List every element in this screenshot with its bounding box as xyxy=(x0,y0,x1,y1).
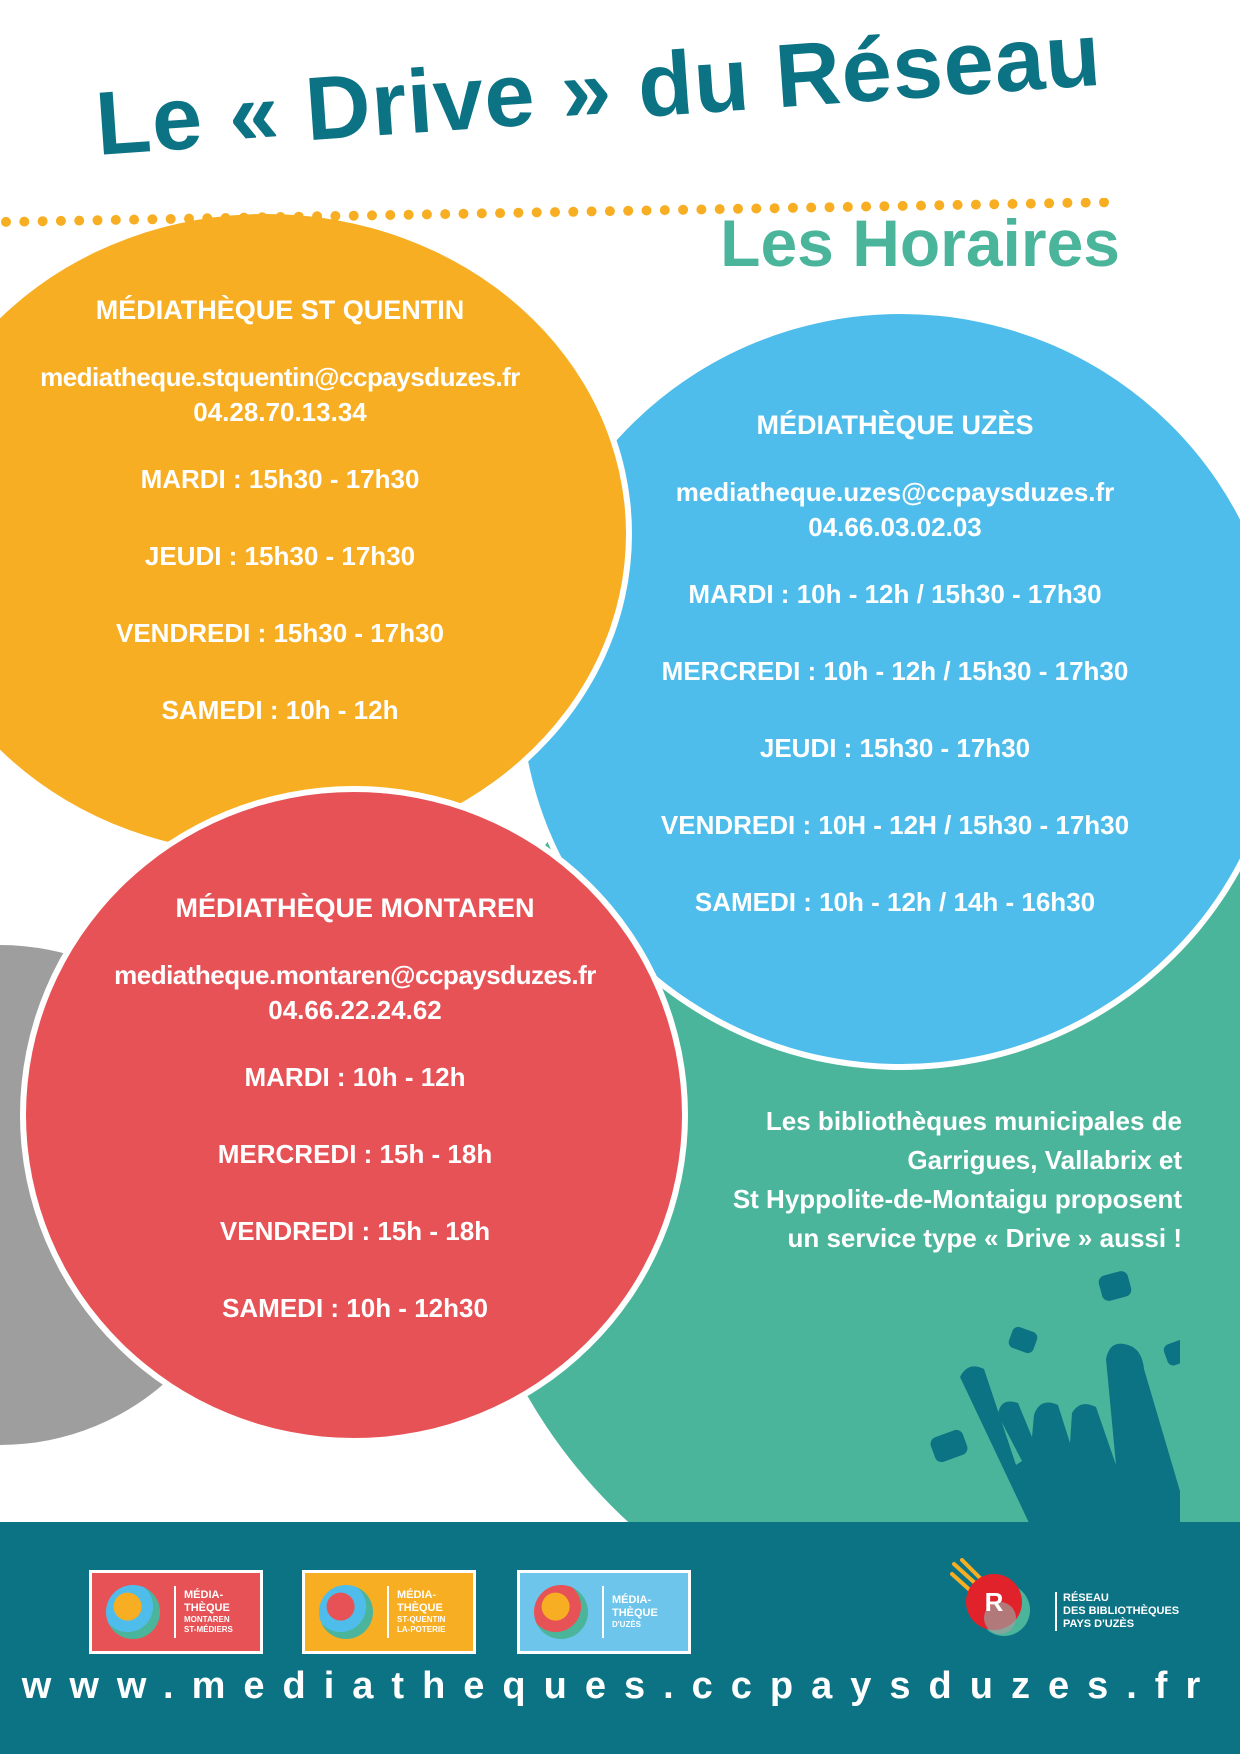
montaren-hours-1: MERCREDI : 15h - 18h xyxy=(217,1139,493,1169)
st-quentin-hours-2: VENDREDI : 15h30 - 17h30 xyxy=(115,618,444,648)
note-line: St Hyppolite-de-Montaigu proposent xyxy=(732,1184,1182,1214)
divider-dot xyxy=(257,212,267,222)
divider-dot xyxy=(404,210,414,220)
badge-montaren[interactable] xyxy=(89,1570,263,1654)
st-quentin-hours-0: MARDI : 15h30 - 17h30 xyxy=(140,464,420,494)
divider-dot xyxy=(495,208,505,218)
divider-dot xyxy=(605,206,615,216)
uzes-hours-0: MARDI : 10h - 12h / 15h30 - 17h30 xyxy=(688,579,1102,609)
globe-emblem-icon xyxy=(106,1585,160,1639)
reseau-line: DES BIBLIOTHÈQUES xyxy=(1063,1605,1180,1617)
uzes-hours-3: VENDREDI : 10H - 12H / 15h30 - 17h30 xyxy=(660,810,1130,840)
divider-dot xyxy=(330,211,340,221)
divider-dot xyxy=(550,207,560,217)
st-quentin-hours-1: JEUDI : 15h30 - 17h30 xyxy=(144,541,416,571)
uzes-hours-2: JEUDI : 15h30 - 17h30 xyxy=(759,733,1031,763)
badge-st-quentin[interactable] xyxy=(302,1570,476,1654)
note-line: Les bibliothèques municipales de xyxy=(765,1106,1182,1136)
divider-dot xyxy=(385,210,395,220)
divider-dot xyxy=(440,209,450,219)
st-quentin-panel xyxy=(0,295,560,726)
divider-dot xyxy=(568,207,578,217)
reseau-line: RÉSEAU xyxy=(1063,1592,1109,1604)
other-libraries-note xyxy=(700,1102,1182,1258)
divider-dot xyxy=(184,214,194,224)
badge-line: THÈQUE xyxy=(397,1602,443,1614)
uzes-title: MÉDIATHÈQUE UZÈS xyxy=(756,410,1034,440)
divider-dot xyxy=(532,207,542,217)
badge-line: THÈQUE xyxy=(612,1607,658,1619)
badge-uzes[interactable] xyxy=(517,1570,691,1654)
divider-dot xyxy=(312,211,322,221)
montaren-email[interactable]: mediatheque.montaren@ccpaysduzes.fr xyxy=(114,960,596,990)
divider-dot xyxy=(587,206,597,216)
uzes-hours-4: SAMEDI : 10h - 12h / 14h - 16h30 xyxy=(694,887,1096,917)
divider-dot xyxy=(294,212,304,222)
st-quentin-hours-3: SAMEDI : 10h - 12h xyxy=(161,695,399,725)
montaren-panel xyxy=(60,893,650,1324)
divider-dot xyxy=(166,214,176,224)
st-quentin-phone[interactable]: 04.28.70.13.34 xyxy=(193,397,367,427)
note-line: un service type « Drive » aussi ! xyxy=(787,1223,1182,1253)
divider-dot xyxy=(38,216,48,226)
reseau-logo-icon xyxy=(950,1558,1040,1638)
reseau-logo-text xyxy=(1055,1592,1179,1631)
divider-dot xyxy=(19,217,29,227)
divider-dot xyxy=(202,213,212,223)
divider-dot xyxy=(1,217,11,227)
divider-dot xyxy=(56,216,66,226)
divider-dot xyxy=(422,209,432,219)
divider-dot xyxy=(74,216,84,226)
divider-dot xyxy=(477,208,487,218)
divider-dot xyxy=(459,209,469,219)
divider-dot xyxy=(147,214,157,224)
divider-dot xyxy=(623,206,633,216)
divider-dot xyxy=(129,215,139,225)
st-quentin-email[interactable]: mediatheque.stquentin@ccpaysduzes.fr xyxy=(40,362,520,392)
badge-line: MÉDIA- xyxy=(184,1589,224,1601)
divider-dot xyxy=(513,208,523,218)
website-url[interactable]: www.mediatheques.ccpaysduzes.fr xyxy=(21,1665,1219,1707)
divider-dot xyxy=(349,211,359,221)
globe-emblem-icon xyxy=(319,1585,373,1639)
montaren-title: MÉDIATHÈQUE MONTAREN xyxy=(175,893,535,923)
divider-dot xyxy=(93,215,103,225)
uzes-panel xyxy=(600,410,1190,918)
reseau-line: PAYS D'UZÈS xyxy=(1063,1618,1135,1630)
uzes-hours-1: MERCREDI : 10h - 12h / 15h30 - 17h30 xyxy=(661,656,1129,686)
page-subtitle: Les Horaires xyxy=(720,206,1120,280)
montaren-phone[interactable]: 04.66.22.24.62 xyxy=(268,995,442,1025)
divider-dot xyxy=(367,210,377,220)
divider-dot xyxy=(276,212,286,222)
badge-separator xyxy=(387,1586,389,1638)
badge-sub: MONTAREN xyxy=(184,1615,230,1624)
badge-line: MÉDIA- xyxy=(612,1594,652,1606)
montaren-hours-3: SAMEDI : 10h - 12h30 xyxy=(222,1293,488,1323)
montaren-hours-2: VENDREDI : 15h - 18h xyxy=(219,1216,491,1246)
badge-sub: D'UZÈS xyxy=(612,1620,642,1629)
montaren-hours-0: MARDI : 10h - 12h xyxy=(244,1062,466,1092)
badge-line: THÈQUE xyxy=(184,1602,230,1614)
badge-sub: ST-MÉDIERS xyxy=(184,1625,233,1634)
badge-separator xyxy=(174,1586,176,1638)
divider-dot xyxy=(239,213,249,223)
badge-line: MÉDIA- xyxy=(397,1589,437,1601)
page-title: Le « Drive » du Réseau xyxy=(92,4,1105,175)
badge-sub: ST-QUENTIN xyxy=(397,1615,446,1624)
uzes-phone[interactable]: 04.66.03.02.03 xyxy=(808,512,982,542)
hand-click-icon xyxy=(920,1265,1180,1525)
uzes-email[interactable]: mediatheque.uzes@ccpaysduzes.fr xyxy=(675,477,1115,507)
globe-emblem-icon xyxy=(534,1585,588,1639)
st-quentin-title: MÉDIATHÈQUE ST QUENTIN xyxy=(95,295,465,325)
note-line: Garrigues, Vallabrix et xyxy=(907,1145,1182,1175)
divider-dot xyxy=(221,213,231,223)
reseau-logo-letter: R xyxy=(984,1587,1004,1617)
divider-dot xyxy=(111,215,121,225)
badge-sub: LA-POTERIE xyxy=(397,1625,446,1634)
badge-separator xyxy=(602,1586,604,1638)
